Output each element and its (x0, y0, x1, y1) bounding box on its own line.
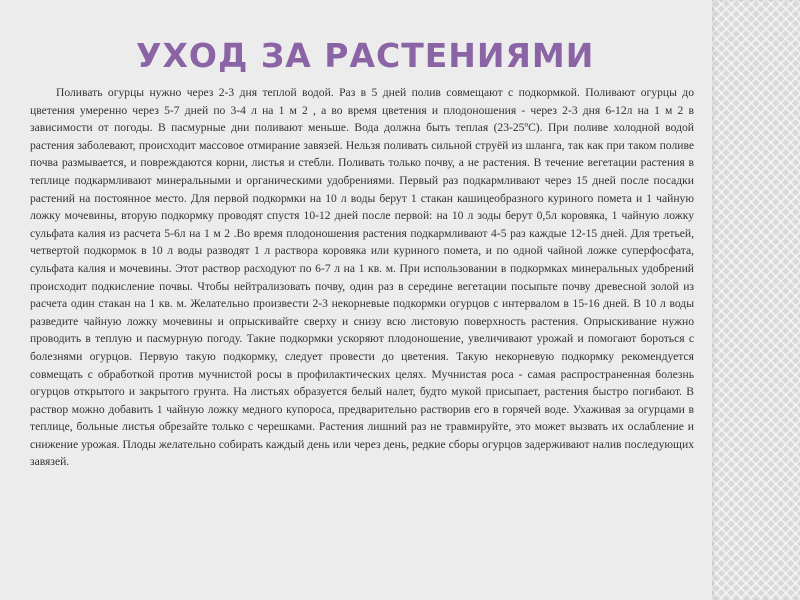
slide-body-text: Поливать огурцы нужно через 2-3 дня теплой водой. Раз в 5 дней полив совмещают с подкормкой. Поливают огурцы до цветения умеренно через 5-7 дней по 3-4 л на 1 м 2 , а во время цветения и плодоношения - через 2-3 дня 6-12л на 1 м 2 в зависимости от погоды. В пасмурные дни поливают меньше. Вода должна быть теплая (23-25ºC). При поливе холодной водой растения заболевают, происходит массовое отмирание завязей. Нельзя поливать сильной струёй из шланга, так как при таком поливе почва размывается, и повреждаются корни, листья и стебли. Поливать только почву, а не растения. В течение вегетации растения в теплице подкармливают минеральными и органическими удобрениями. Первый раз подкармливают через 15 дней после посадки растений на постоянное место. Для первой подкормки на 10 л воды берут 1 стакан кашицеобразного куриного помета и 1 чайную ложку мочевины, вторую подкормку проводят спустя 10-12 дней после первой: на 10 л зоды берут 0,5л коровяка, 1 чайную ложку сульфата калия из расчета 5-6л на 1 м 2 .Во время плодоношения растения подкармливают 4-5 раз каждые 12-15 дней. Для третьей, четвертой подкормок в 10 л воды разводят 1 л раствора коровяка или куриного помета, и по одной чайной ложке суперфосфата, сульфата калия и мочевины. Этот раствор расходуют по 6-7 л на 1 кв. м. При использовании в подкормках минеральных удобрений происходит подкисление почвы. Чтобы нейтрализовать почву, один раз в середине вегетации посыпьте почву древесной золой из расчета один стакан на 1 кв. м. Желательно произвести 2-3 некорневые подкормки огурцов с интервалом в 15-16 дней. В 10 л воды разведите чайную ложку мочевины и опрыскивайте сверху и снизу всю листовую поверхность растения. Опрыскивание нужно проводить в теплую и пасмурную погоду. Такие подкормки ускоряют плодоношение, увеличивают урожай и помогают бороться с болезнями огурцов. Первую такую подкормку, следует провести до цветения. Такую некорневую подкормку рекомендуется совмещать с обработкой против мучнистой росы в профилактических целях. Мучнистая роса - самая распространенная болезнь огурцов открытого и закрытого грунта. На листьях образуется белый налет, будто мукой присыпает, растения быстро погибают. В раствор можно добавить 1 чайную ложку медного купороса, предварительно растворив его в горячей воде. Ухаживая за огурцами в теплице, больные листья обрезайте только с черешками. Растения лишний раз не травмируйте, это может вызвать их ослабление и снижение урожая. Плоды желательно собирать каждый день или через день, редкие сборы огурцов задерживают налив последующих завязей. (30, 86, 694, 469)
slide-title: УХОД ЗА РАСТЕНИЯМИ (136, 36, 595, 75)
decorative-side-band (712, 0, 800, 600)
